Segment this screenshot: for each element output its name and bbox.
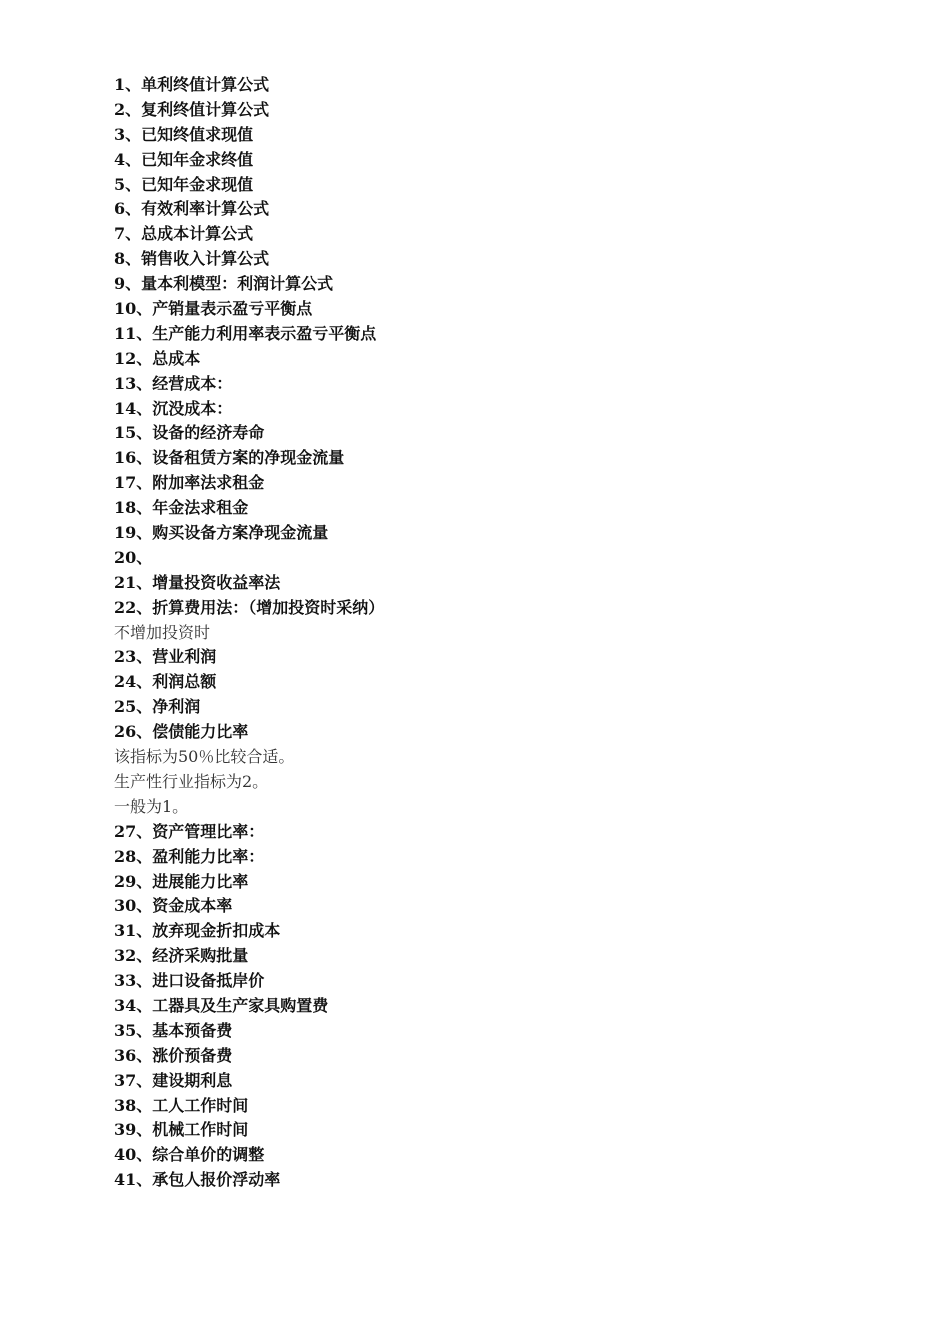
heading-line: 12、总成本 [114,348,201,368]
heading-line: 32、经济采购批量 [114,946,249,966]
note-line: 一般为1。 [114,796,189,816]
heading-line: 35、基本预备费 [114,1020,233,1040]
heading-line: 19、购买设备方案净现金流量 [114,523,329,543]
heading-line: 11、生产能力利用率表示盈亏平衡点 [114,323,377,343]
heading-line: 16、设备租赁方案的净现金流量 [114,448,345,468]
heading-line: 21、增量投资收益率法 [114,572,281,592]
document-body [114,73,874,1193]
heading-line: 36、涨价预备费 [114,1045,233,1065]
heading-line: 25、净利润 [114,697,201,717]
heading-line: 22、折算费用法：（增加投资时采纳） [114,597,385,617]
heading-line: 37、建设期利息 [114,1070,233,1090]
heading-line: 40、综合单价的调整 [114,1145,265,1165]
heading-line: 30、资金成本率 [114,896,233,916]
heading-line: 2、复利终值计算公式 [114,99,270,119]
heading-line: 10、产销量表示盈亏平衡点 [114,299,313,319]
heading-line: 34、工器具及生产家具购置费 [114,995,329,1015]
heading-line: 13、经营成本： [114,373,233,393]
heading-line: 31、放弃现金折扣成本 [114,921,281,941]
heading-line: 33、进口设备抵岸价 [114,971,265,991]
heading-line: 29、进展能力比率 [114,871,249,891]
heading-line: 17、附加率法求租金 [114,473,265,493]
heading-line: 38、工人工作时间 [114,1095,249,1115]
heading-line: 20、 [114,547,153,567]
heading-line: 5、已知年金求现值 [114,174,254,194]
heading-line: 7、总成本计算公式 [114,224,254,244]
heading-line: 4、已知年金求终值 [114,149,254,169]
heading-line: 23、营业利润 [114,647,217,667]
note-line: 该指标为50％比较合适。 [114,747,295,767]
heading-line: 15、设备的经济寿命 [114,423,265,443]
heading-line: 3、已知终值求现值 [114,124,254,144]
heading-line: 27、资产管理比率： [114,821,265,841]
heading-line: 14、沉没成本： [114,398,233,418]
heading-line: 6、有效利率计算公式 [114,199,270,219]
heading-line: 24、利润总额 [114,672,217,692]
heading-line: 28、盈利能力比率： [114,846,265,866]
heading-line: 18、年金法求租金 [114,498,249,518]
note-line: 不增加投资时 [114,622,211,642]
heading-line: 39、机械工作时间 [114,1120,249,1140]
heading-line: 8、销售收入计算公式 [114,249,270,269]
heading-line: 26、偿债能力比率 [114,722,249,742]
note-line: 生产性行业指标为2。 [114,771,269,791]
heading-line: 9、量本利模型：利润计算公式 [114,274,334,294]
heading-line: 41、承包人报价浮动率 [114,1170,281,1190]
heading-line: 1、单利终值计算公式 [114,75,270,94]
